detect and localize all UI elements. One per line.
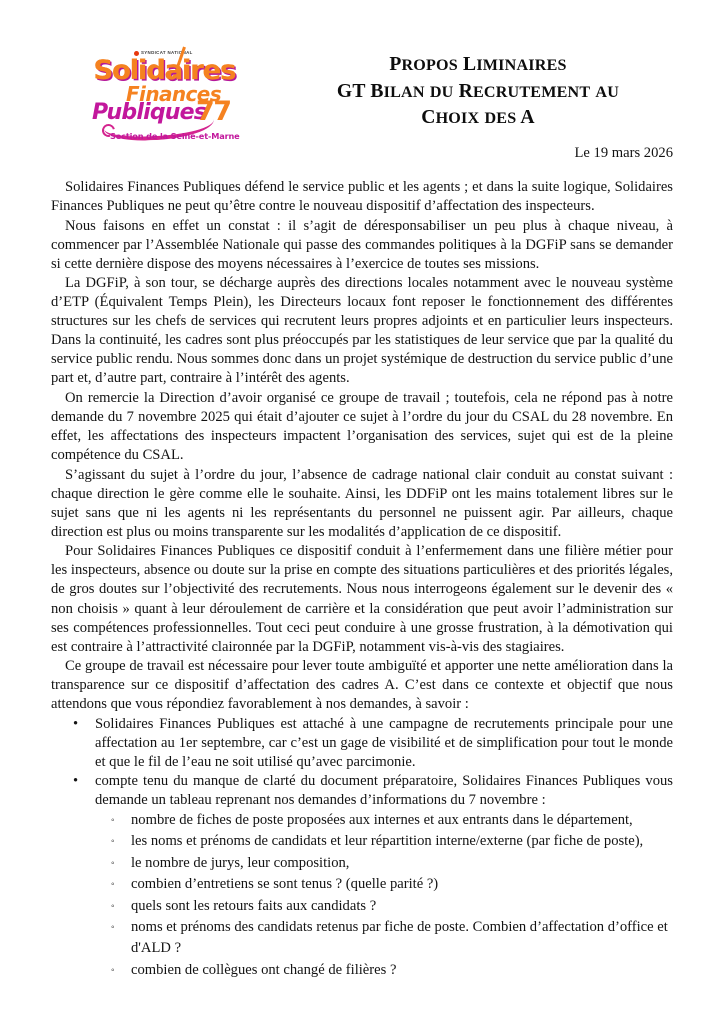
- list-item: [51, 831, 673, 852]
- logo-department-number: 77: [196, 96, 231, 127]
- list-item: [51, 874, 673, 895]
- circle-bullet-icon: ◦: [111, 836, 115, 848]
- demands-list: [51, 715, 673, 810]
- circle-bullet-icon: ◦: [111, 964, 115, 976]
- circle-bullet-icon: ◦: [111, 900, 115, 912]
- list-item: [51, 960, 673, 981]
- list-item: [51, 715, 673, 772]
- list-item-text: les noms et prénoms de candidats et leur répartition interne/externe (par fiche de poste),: [131, 833, 644, 850]
- circle-bullet-icon: ◦: [111, 815, 115, 827]
- list-item: [51, 917, 673, 960]
- solidaires-finances-publiques-logo: [88, 50, 238, 150]
- list-item: [51, 810, 673, 831]
- title-line-3-seg-2: HOIX: [435, 110, 480, 127]
- list-item-text: combien de collègues ont changé de filières ?: [131, 961, 397, 978]
- bullet-icon: •: [73, 715, 79, 732]
- title-line-3-seg-4: A: [520, 107, 535, 128]
- title-line-1-rest-2: IMINAIRES: [476, 57, 567, 74]
- list-item: [51, 896, 673, 917]
- title-line-1-initial-2: L: [463, 54, 477, 75]
- title-line-3-seg-1: C: [421, 107, 436, 128]
- bullet-icon: •: [73, 772, 79, 789]
- list-item-text: quels sont les retours faits aux candidats ?: [131, 897, 377, 914]
- list-item-text: combien d’entretiens se sont tenus ? (quelle parité ?): [131, 876, 439, 893]
- logo-syndicat-national-label: SYNDICAT NATIONAL: [141, 50, 193, 55]
- document-title: [270, 52, 686, 132]
- title-line-2-seg-6: AU: [595, 83, 620, 101]
- information-requests-list: [51, 810, 673, 981]
- list-item-text: noms et prénoms des candidats retenus par fiche de poste. Combien d’affectation d’office et d'ALD ?: [131, 919, 668, 957]
- logo-section-label: Section de la Seine-et-Marne: [110, 131, 240, 141]
- list-item-text: compte tenu du manque de clarté du document préparatoire, Solidaires Finances Publiques vous demande un tableau reprenant nos demandes d’informations du 7 novembre :: [95, 772, 673, 808]
- logo-word-finances: Finances: [126, 82, 222, 106]
- list-item-text: nombre de fiches de poste proposées aux internes et aux entrants dans le département,: [131, 812, 633, 829]
- circle-bullet-icon: ◦: [111, 879, 115, 891]
- document-body: [51, 178, 673, 981]
- paragraph: Pour Solidaires Finances Publiques ce dispositif conduit à l’enfermement dans une filière métier pour les inspecteurs, absence ou doute sur la prise en compte des situations particulières et des priorités légales, de gros doutes sur l’objectivité des recrutements. Nous nous interrogeons également sur le devenir des « non choisis » quant à leur déroulement de carrière et la considération que peut avoir l’administration sur ses compétences professionnelles. Tout ceci peut conduire à une grosse frustration, à la démotivation qui est contraire à l’attractivité claironnée par la DGFiP, notamment vis-à-vis des stagiaires.: [51, 543, 673, 655]
- title-line-3-seg-3: DES: [484, 110, 517, 127]
- title-line-1-initial: P: [389, 54, 402, 75]
- title-line-3: [270, 105, 686, 132]
- circle-bullet-icon: ◦: [111, 922, 115, 934]
- list-item-text: le nombre de jurys, leur composition,: [131, 854, 350, 871]
- circle-bullet-icon: ◦: [111, 857, 115, 869]
- document-header: [0, 0, 724, 161]
- paragraph: On remercie la Direction d’avoir organisé ce groupe de travail ; toutefois, cela ne répond pas à notre demande du 7 novembre 2025 qui était d’ajouter ce sujet à l’ordre du jour du CSAL du 28 novembre. En effet, les affectations des inspecteurs impactent l’organisation des services, sujet qui est de la pleine compétence du CSAL.: [51, 390, 673, 464]
- list-item-text: Solidaires Finances Publiques est attaché à une campagne de recrutements principale pour une affectation au 1er septembre, car c’est un gage de visibilité et de simplification pour tout le monde et que le fil de l’eau ne soit utilisé qu’avec parcimonie.: [95, 715, 673, 770]
- list-item: [51, 853, 673, 874]
- paragraph: La DGFiP, à son tour, se décharge auprès des directions locales notamment avec le nouveau système d’ETP (Équivalent Temps Plein), les Directeurs locaux font reposer le fonctionnement des différentes structures sur les chefs de services qui recrutent leurs propres adjoints et en particulier leurs inspecteurs. Dans la continuité, les cadres sont plus préoccupés par les statistiques de leur service que par la qualité du service public rendu. Nous sommes donc dans un projet systémique de destruction du service public d’une part et, d’autre part, contraire à l’intérêt des agents.: [51, 275, 673, 387]
- logo-word-publiques: Publiques: [92, 100, 207, 125]
- paragraph: S’agissant du sujet à l’ordre du jour, l’absence de cadrage national clair conduit au constat suivant : chaque direction le gère comme elle le souhaite. Ainsi, les DDFiP ont les mains totalement libres sur le sujet sans que ni les agents ni les représentants du personnel ne puissent agir. Par ailleurs, chaque direction est plus ou moins transparente sur les modalités d’application de ce dispositif.: [51, 466, 673, 540]
- title-line-1: [270, 52, 686, 79]
- paragraph: Nous faisons en effet un constat : il s’agit de déresponsabiliser un peu plus à chaque niveau, à commencer par l’Assemblée Nationale qui passe des commandes politiques à la DGFiP sans se demander si cette dernière dispose des moyens nécessaires à l’exercice de toutes ses missions.: [51, 217, 673, 272]
- paragraph: Solidaires Finances Publiques défend le service public et les agents ; et dans la suite logique, Solidaires Finances Publiques ne peut qu’être contre le nouveau dispositif d’affectation des inspecteurs.: [51, 179, 673, 215]
- title-line-2: [270, 79, 686, 106]
- title-line-2-seg-3: DU: [429, 83, 454, 101]
- title-line-2-seg-1: GT B: [336, 80, 384, 102]
- title-line-2-seg-5: ECRUTEMENT: [472, 83, 591, 101]
- logo-word-solidaires: Solidaires: [93, 55, 236, 86]
- title-line-1-rest: ROPOS: [401, 57, 458, 74]
- document-date: Le 19 mars 2026: [574, 145, 673, 161]
- paragraph: Ce groupe de travail est nécessaire pour lever toute ambiguïté et apporter une nette amélioration dans la transparence sur ce dispositif d’affectation des cadres A. C’est dans ce contexte et objectif que nous attendons que vous répondiez favorablement à nos demandes, à savoir :: [51, 658, 673, 713]
- title-line-2-seg-4: R: [458, 80, 473, 102]
- title-line-2-seg-2: ILAN: [383, 83, 425, 101]
- list-item: [51, 772, 673, 810]
